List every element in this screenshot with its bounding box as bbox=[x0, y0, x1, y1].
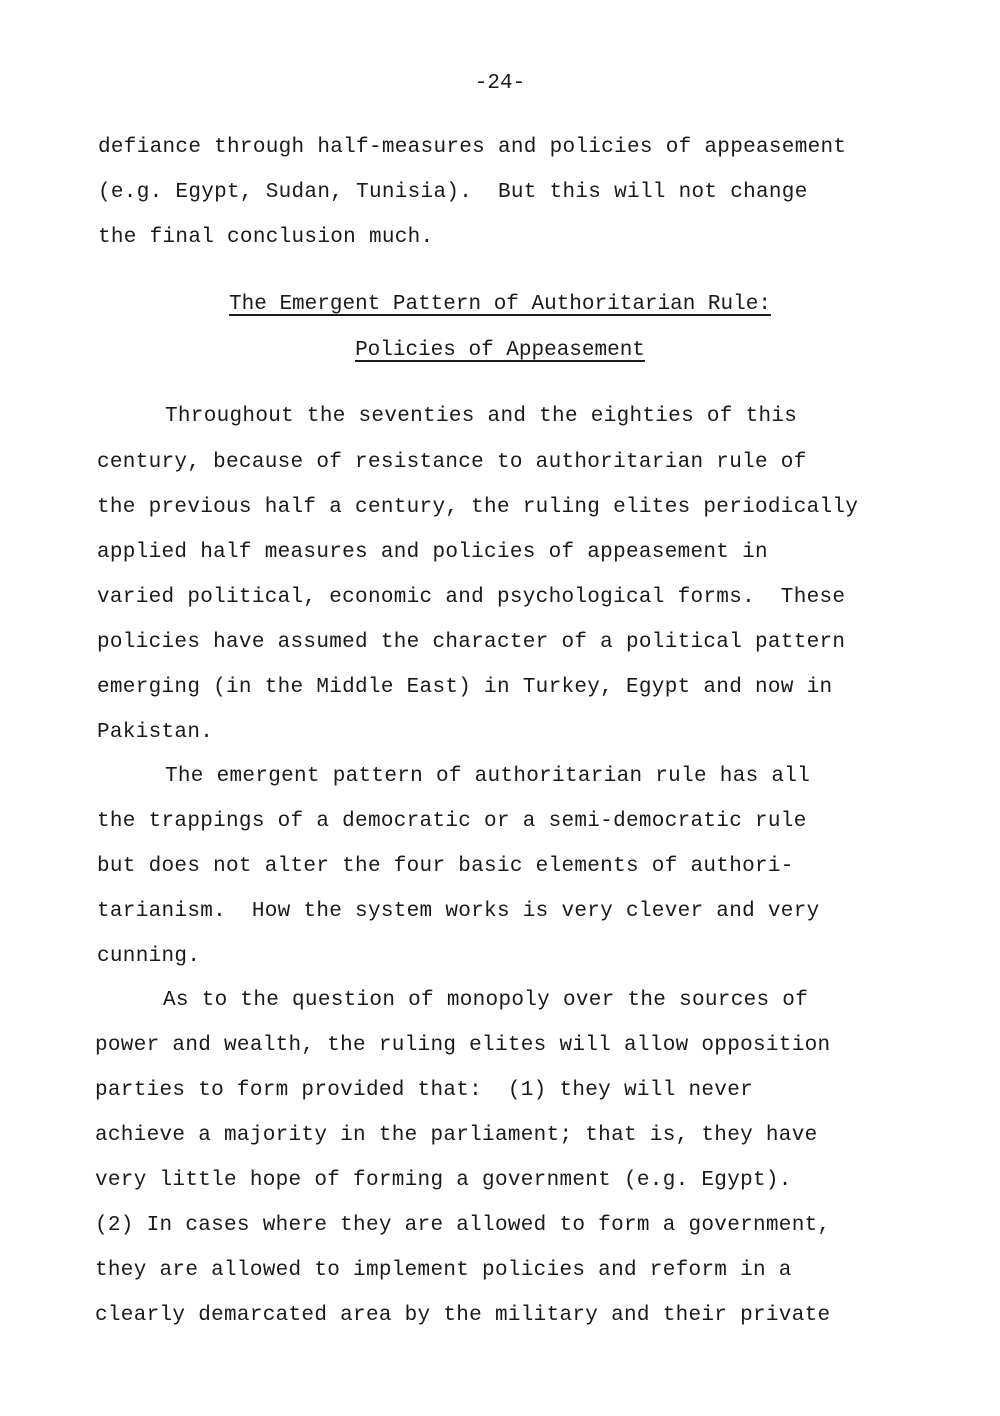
paragraph-3-line: achieve a majority in the parliament; that is, they have bbox=[95, 1124, 818, 1147]
paragraph-3-line: they are allowed to implement policies and reform in a bbox=[95, 1259, 792, 1282]
paragraph-1-line: varied political, economic and psychological forms. These bbox=[97, 586, 846, 609]
paragraph-3-line: As to the question of monopoly over the sources of bbox=[163, 989, 809, 1012]
intro-line: the final conclusion much. bbox=[98, 226, 434, 249]
paragraph-1-line: emerging (in the Middle East) in Turkey, Egypt and now in bbox=[97, 676, 833, 699]
paragraph-2-line: The emergent pattern of authoritarian rule has all bbox=[165, 765, 811, 788]
paragraph-3-line: power and wealth, the ruling elites will allow opposition bbox=[95, 1034, 831, 1057]
paragraph-1-line: policies have assumed the character of a political pattern bbox=[97, 631, 846, 654]
section-heading-text: The Emergent Pattern of Authoritarian Rule: bbox=[229, 293, 771, 316]
paragraph-2-line: tarianism. How the system works is very clever and very bbox=[97, 900, 820, 923]
paragraph-2-line: cunning. bbox=[97, 945, 201, 968]
section-heading-line-1 bbox=[0, 293, 1000, 316]
paragraph-1-line: Throughout the seventies and the eighties of this bbox=[165, 405, 798, 428]
paragraph-1-line: Pakistan. bbox=[97, 721, 214, 744]
page-number: -24- bbox=[474, 72, 526, 95]
section-heading-line-2 bbox=[0, 339, 1000, 362]
paragraph-1-line: century, because of resistance to authoritarian rule of bbox=[97, 451, 807, 474]
paragraph-2-line: but does not alter the four basic elements of authori- bbox=[97, 855, 794, 878]
paragraph-3-line: (2) In cases where they are allowed to form a government, bbox=[95, 1214, 831, 1237]
paragraph-2-line: the trappings of a democratic or a semi-democratic rule bbox=[97, 810, 807, 833]
paragraph-3-line: very little hope of forming a government (e.g. Egypt). bbox=[95, 1169, 792, 1192]
paragraph-1-line: applied half measures and policies of appeasement in bbox=[97, 541, 768, 564]
paragraph-1-line: the previous half a century, the ruling elites periodically bbox=[97, 496, 859, 519]
paragraph-3-line: clearly demarcated area by the military and their private bbox=[95, 1304, 831, 1327]
paragraph-3-line: parties to form provided that: (1) they will never bbox=[95, 1079, 754, 1102]
intro-line: (e.g. Egypt, Sudan, Tunisia). But this will not change bbox=[98, 181, 808, 204]
intro-line: defiance through half-measures and policies of appeasement bbox=[98, 136, 847, 159]
section-subheading-text: Policies of Appeasement bbox=[355, 339, 645, 362]
